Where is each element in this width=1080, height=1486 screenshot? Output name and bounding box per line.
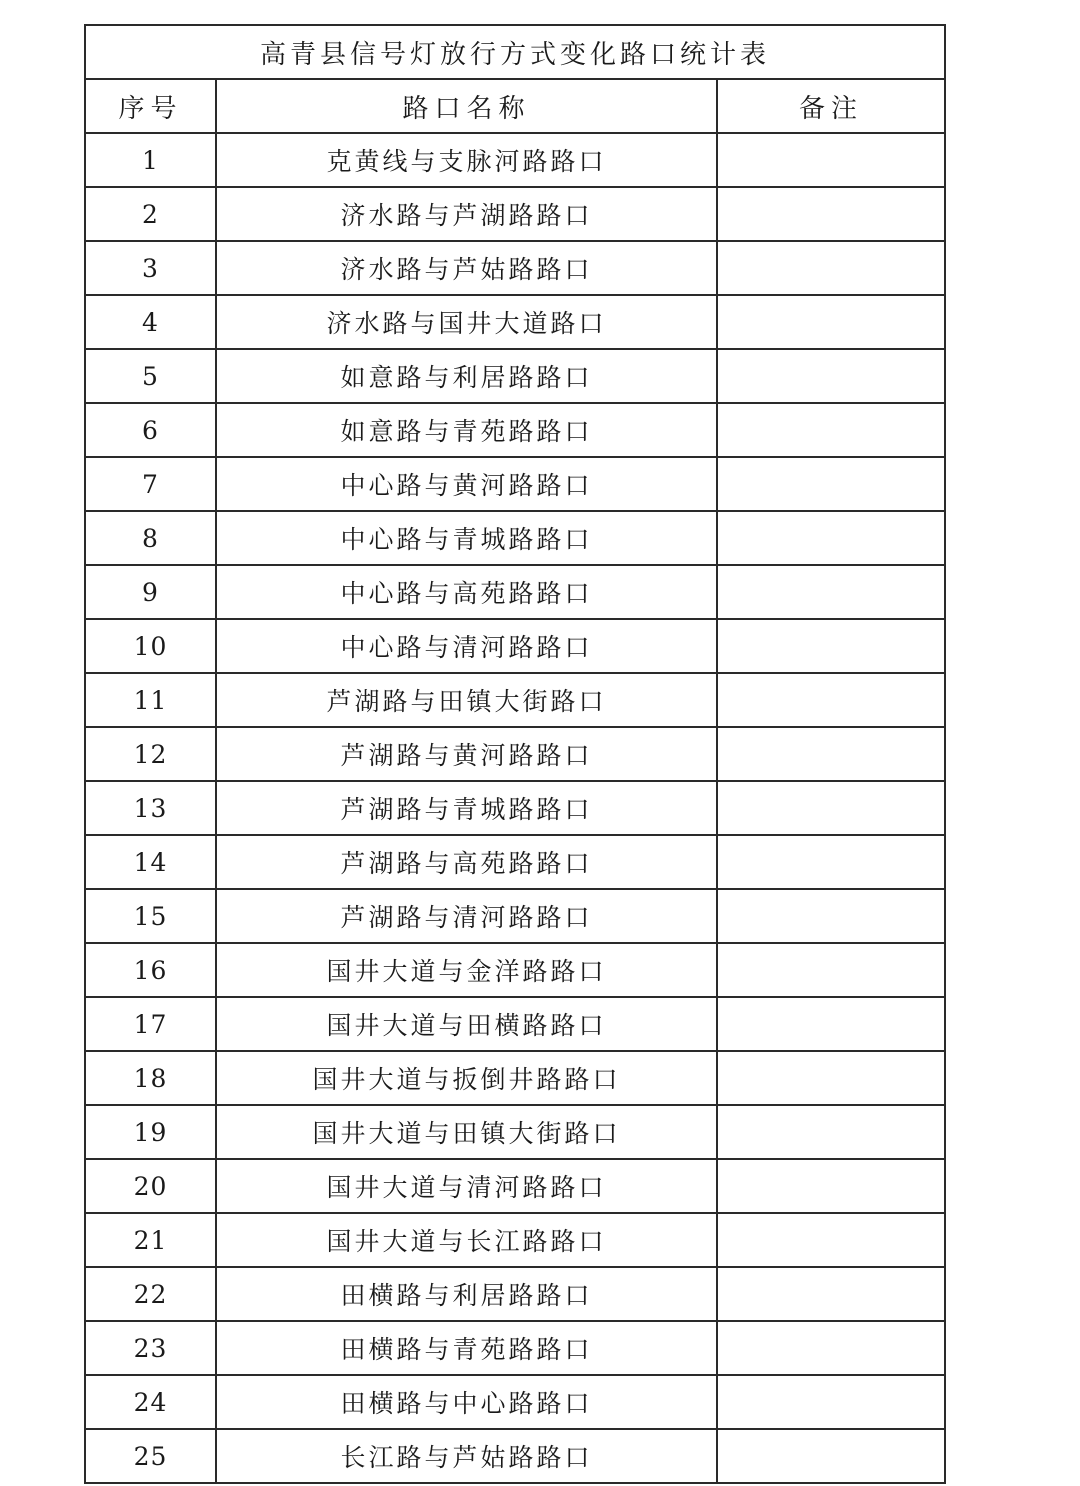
row-number: 9 bbox=[85, 565, 216, 619]
row-note bbox=[717, 241, 945, 295]
row-note bbox=[717, 619, 945, 673]
row-note bbox=[717, 781, 945, 835]
row-note bbox=[717, 1159, 945, 1213]
row-number: 5 bbox=[85, 349, 216, 403]
header-note: 备注 bbox=[717, 79, 945, 133]
table-row bbox=[85, 241, 945, 295]
row-number: 19 bbox=[85, 1105, 216, 1159]
row-note bbox=[717, 1267, 945, 1321]
row-note bbox=[717, 1051, 945, 1105]
intersection-name: 中心路与清河路路口 bbox=[216, 619, 717, 673]
row-note bbox=[717, 295, 945, 349]
table-row bbox=[85, 565, 945, 619]
intersection-name: 芦湖路与青城路路口 bbox=[216, 781, 717, 835]
row-number: 24 bbox=[85, 1375, 216, 1429]
row-number: 15 bbox=[85, 889, 216, 943]
table-body bbox=[85, 133, 945, 1483]
intersection-name: 济水路与国井大道路口 bbox=[216, 295, 717, 349]
table-row bbox=[85, 187, 945, 241]
table-row bbox=[85, 1321, 945, 1375]
header-name: 路口名称 bbox=[216, 79, 717, 133]
row-number: 1 bbox=[85, 133, 216, 187]
document-page bbox=[84, 24, 944, 1484]
table-row bbox=[85, 133, 945, 187]
intersection-table bbox=[84, 24, 946, 1484]
table-row bbox=[85, 727, 945, 781]
row-number: 8 bbox=[85, 511, 216, 565]
row-number: 23 bbox=[85, 1321, 216, 1375]
table-title-row bbox=[85, 25, 945, 79]
row-note bbox=[717, 133, 945, 187]
table-row bbox=[85, 889, 945, 943]
table-row bbox=[85, 835, 945, 889]
row-note bbox=[717, 457, 945, 511]
row-note bbox=[717, 727, 945, 781]
intersection-name: 济水路与芦湖路路口 bbox=[216, 187, 717, 241]
row-number: 25 bbox=[85, 1429, 216, 1483]
row-number: 11 bbox=[85, 673, 216, 727]
table-title: 高青县信号灯放行方式变化路口统计表 bbox=[85, 25, 945, 79]
row-note bbox=[717, 889, 945, 943]
row-number: 2 bbox=[85, 187, 216, 241]
row-number: 18 bbox=[85, 1051, 216, 1105]
row-note bbox=[717, 511, 945, 565]
row-number: 17 bbox=[85, 997, 216, 1051]
table-row bbox=[85, 1213, 945, 1267]
row-number: 7 bbox=[85, 457, 216, 511]
row-number: 21 bbox=[85, 1213, 216, 1267]
intersection-name: 克黄线与支脉河路路口 bbox=[216, 133, 717, 187]
table-row bbox=[85, 997, 945, 1051]
row-note bbox=[717, 1429, 945, 1483]
intersection-name: 中心路与黄河路路口 bbox=[216, 457, 717, 511]
table-row bbox=[85, 1375, 945, 1429]
intersection-name: 长江路与芦姑路路口 bbox=[216, 1429, 717, 1483]
row-note bbox=[717, 1321, 945, 1375]
table-row bbox=[85, 943, 945, 997]
table-row bbox=[85, 673, 945, 727]
row-number: 14 bbox=[85, 835, 216, 889]
row-note bbox=[717, 1105, 945, 1159]
row-number: 12 bbox=[85, 727, 216, 781]
table-row bbox=[85, 349, 945, 403]
intersection-name: 国井大道与金洋路路口 bbox=[216, 943, 717, 997]
row-number: 6 bbox=[85, 403, 216, 457]
row-note bbox=[717, 349, 945, 403]
row-note bbox=[717, 943, 945, 997]
row-note bbox=[717, 565, 945, 619]
row-number: 3 bbox=[85, 241, 216, 295]
table-row bbox=[85, 457, 945, 511]
intersection-name: 国井大道与扳倒井路路口 bbox=[216, 1051, 717, 1105]
intersection-name: 如意路与利居路路口 bbox=[216, 349, 717, 403]
intersection-name: 中心路与高苑路路口 bbox=[216, 565, 717, 619]
row-number: 16 bbox=[85, 943, 216, 997]
intersection-name: 国井大道与田横路路口 bbox=[216, 997, 717, 1051]
intersection-name: 芦湖路与清河路路口 bbox=[216, 889, 717, 943]
table-row bbox=[85, 295, 945, 349]
row-number: 20 bbox=[85, 1159, 216, 1213]
table-row bbox=[85, 1051, 945, 1105]
row-note bbox=[717, 997, 945, 1051]
table-row bbox=[85, 1105, 945, 1159]
table-row bbox=[85, 781, 945, 835]
intersection-name: 芦湖路与高苑路路口 bbox=[216, 835, 717, 889]
row-note bbox=[717, 187, 945, 241]
table-row bbox=[85, 1159, 945, 1213]
header-no: 序号 bbox=[85, 79, 216, 133]
row-note bbox=[717, 1375, 945, 1429]
row-number: 22 bbox=[85, 1267, 216, 1321]
row-note bbox=[717, 403, 945, 457]
intersection-name: 国井大道与田镇大街路口 bbox=[216, 1105, 717, 1159]
row-note bbox=[717, 835, 945, 889]
intersection-name: 如意路与青苑路路口 bbox=[216, 403, 717, 457]
intersection-name: 田横路与利居路路口 bbox=[216, 1267, 717, 1321]
table-row bbox=[85, 511, 945, 565]
table-row bbox=[85, 619, 945, 673]
row-note bbox=[717, 1213, 945, 1267]
intersection-name: 中心路与青城路路口 bbox=[216, 511, 717, 565]
row-note bbox=[717, 673, 945, 727]
row-number: 10 bbox=[85, 619, 216, 673]
intersection-name: 国井大道与清河路路口 bbox=[216, 1159, 717, 1213]
intersection-name: 田横路与青苑路路口 bbox=[216, 1321, 717, 1375]
intersection-name: 芦湖路与黄河路路口 bbox=[216, 727, 717, 781]
intersection-name: 济水路与芦姑路路口 bbox=[216, 241, 717, 295]
intersection-name: 田横路与中心路路口 bbox=[216, 1375, 717, 1429]
intersection-name: 芦湖路与田镇大街路口 bbox=[216, 673, 717, 727]
table-row bbox=[85, 403, 945, 457]
table-row bbox=[85, 1429, 945, 1483]
table-header-row bbox=[85, 79, 945, 133]
row-number: 13 bbox=[85, 781, 216, 835]
table-row bbox=[85, 1267, 945, 1321]
row-number: 4 bbox=[85, 295, 216, 349]
intersection-name: 国井大道与长江路路口 bbox=[216, 1213, 717, 1267]
